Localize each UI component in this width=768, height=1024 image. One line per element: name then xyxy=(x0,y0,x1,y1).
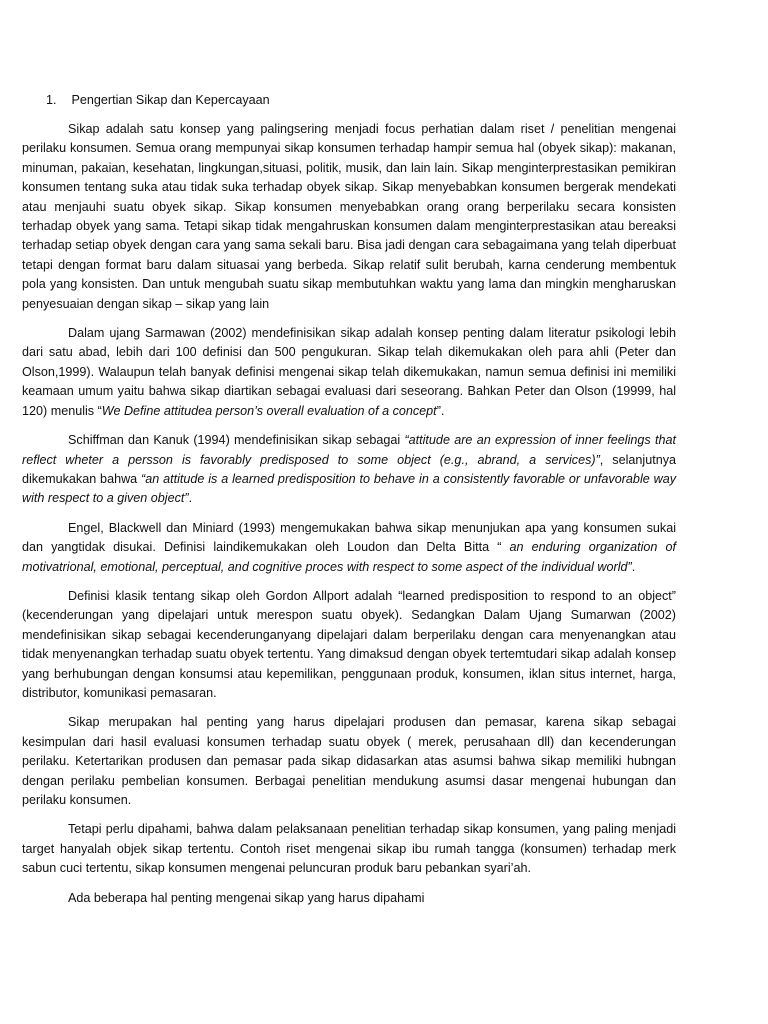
paragraph-text: Engel, Blackwell dan Miniard (1993) mengemukakan bahwa sikap menunjukan apa yang konsumen sukai dan yangtidak disukai. Definisi laindikemukakan oleh Loudon dan Delta Bitta “ xyxy=(22,520,676,555)
body-paragraph xyxy=(22,713,676,810)
body-paragraph xyxy=(22,431,676,509)
paragraph-text: Definisi klasik tentang sikap oleh Gordon Allport adalah “learned predisposition to respond to an object” (kecenderungan yang dipelajari untuk merespon suatu obyek). Sedangkan Dalam Ujang Sumarwan (2002) mendefinisikan sikap sebagai kecenderunganyang dipelajari dalam berperilaku dengan cara menyenangkan atau tidak menyenangkan terhadap suatu obyek tertentu. Yang dimaksud dengan obyek tertemtudari sikap adalah konsep yang berhubungan dengan konsumsi atau kepemilikan, penggunaan produk, konsumen, iklan situs internet, harga, distributor, komunikasi pemasaran. xyxy=(22,588,676,700)
paragraph-text: . xyxy=(631,559,636,574)
paragraph-text: ”. xyxy=(436,403,445,418)
body-paragraph xyxy=(22,120,676,314)
paragraph-text: , selanjutnya dikemukakan bahwa xyxy=(22,452,677,486)
paragraph-text: . xyxy=(188,491,193,506)
italic-quote: an enduring organization of motivatrional, emotional, perceptual, and cognitive proces with respect to some aspect of the individual world” xyxy=(22,540,676,574)
document-body xyxy=(22,120,676,908)
body-paragraph xyxy=(22,519,676,577)
paragraph-text: Tetapi perlu dipahami, bahwa dalam pelaksanaan penelitian terhadap sikap konsumen, yang paling menjadi target hanyalah objek sikap tertentu. Contoh riset mengenai sikap ibu rumah tangga (konsumen) terhadap merk sabun cuci tertentu, sikap konsumen mengenai peluncuran produk baru pebankan syari’ah. xyxy=(22,822,676,876)
paragraph-text: Sikap adalah satu konsep yang palingsering menjadi focus perhatian dalam riset / penelitian mengenai perilaku konsumen. Semua orang mempunyai sikap konsumen terhadap hampir semua hal (obyek sikap): makanan, minuman, pakaian, kesehatan, lingkungan,situasi, politik, musik, dan lain lain. Sikap menginterprestasikan pemikiran konsumen tentang suka atau tidak suka terhadap obyek sikap. Sikap menyebabkan konsumen bergerak mendekati atau menjauhi suatu obyek sikap. Sikap konsumen menyebabkan orang orang berperilaku secara konsisten terhadap obyek yang sama. Tetapi sikap tidak mengahruskan konsumen dalam menginterprestasikan atau bereaksi terhadap setiap obyek dengan cara yang sama sekali baru. Bisa jadi dengan cara sebagaimana yang telah diperbuat tetapi dengan format baru dalam situasai yang berbeda. Sikap relatif sulit berubah, karna cenderung membentuk pola yang konsisten. Dan untuk mengubah suatu sikap membutuhkan waktu yang lama dan mingkin mengharuskan penyesuaian dengan sikap – sikap yang lain xyxy=(22,122,676,311)
italic-quote: “an attitude is a learned predisposition to behave in a consistently favorable or unfavorable way with respect to a given object” xyxy=(22,471,676,506)
paragraph-text: Ada beberapa hal penting mengenai sikap yang harus dipahami xyxy=(68,890,425,905)
section-title: Pengertian Sikap dan Kepercayaan xyxy=(71,93,270,107)
italic-quote: We Define attitudea person’s overall evaluation of a concept xyxy=(101,403,437,418)
italic-quote: “attitude are an expression of inner feelings that reflect wheter a persson is favorably predisposed to some object (e.g., abrand, a services)” xyxy=(22,433,676,467)
section-number: 1. xyxy=(46,93,57,107)
body-paragraph xyxy=(22,324,676,421)
body-paragraph xyxy=(22,889,676,908)
paragraph-text: Schiffman dan Kanuk (1994) mendefinisikan sikap sebagai xyxy=(68,433,405,448)
body-paragraph xyxy=(22,820,676,878)
paragraph-text: Dalam ujang Sarmawan (2002) mendefinisikan sikap adalah konsep penting dalam literatur psikologi lebih dari satu abad, lebih dari 100 definisi dan 500 pengukuran. Sikap telah dikemukakan oleh para ahli (Peter dan Olson,1999). Walaupun telah banyak definisi mengenai sikap telah dikemukakan, namun semua definisi ini memiliki keamaan umum yaitu bahwa sikap diartikan sebagai evaluasi dari seseorang. Bahkan Peter dan Olson (19999, hal 120) menulis “ xyxy=(22,326,676,418)
paragraph-text: Sikap merupakan hal penting yang harus dipelajari produsen dan pemasar, karena sikap sebagai kesimpulan dari hasil evaluasi konsumen terhadap suatu obyek ( merek, perusahaan dll) dan kecenderungan perilaku. Ketertarikan produsen dan pemasar pada sikap didasarkan atas asumsi bahwa sikap memiliki hubngan dengan perilaku pembelian konsumen. Berbagai penelitian mendukung asumsi dasar mengenai hubungan dan perilaku konsumen. xyxy=(22,715,676,807)
section-heading xyxy=(22,92,676,108)
body-paragraph xyxy=(22,587,676,703)
